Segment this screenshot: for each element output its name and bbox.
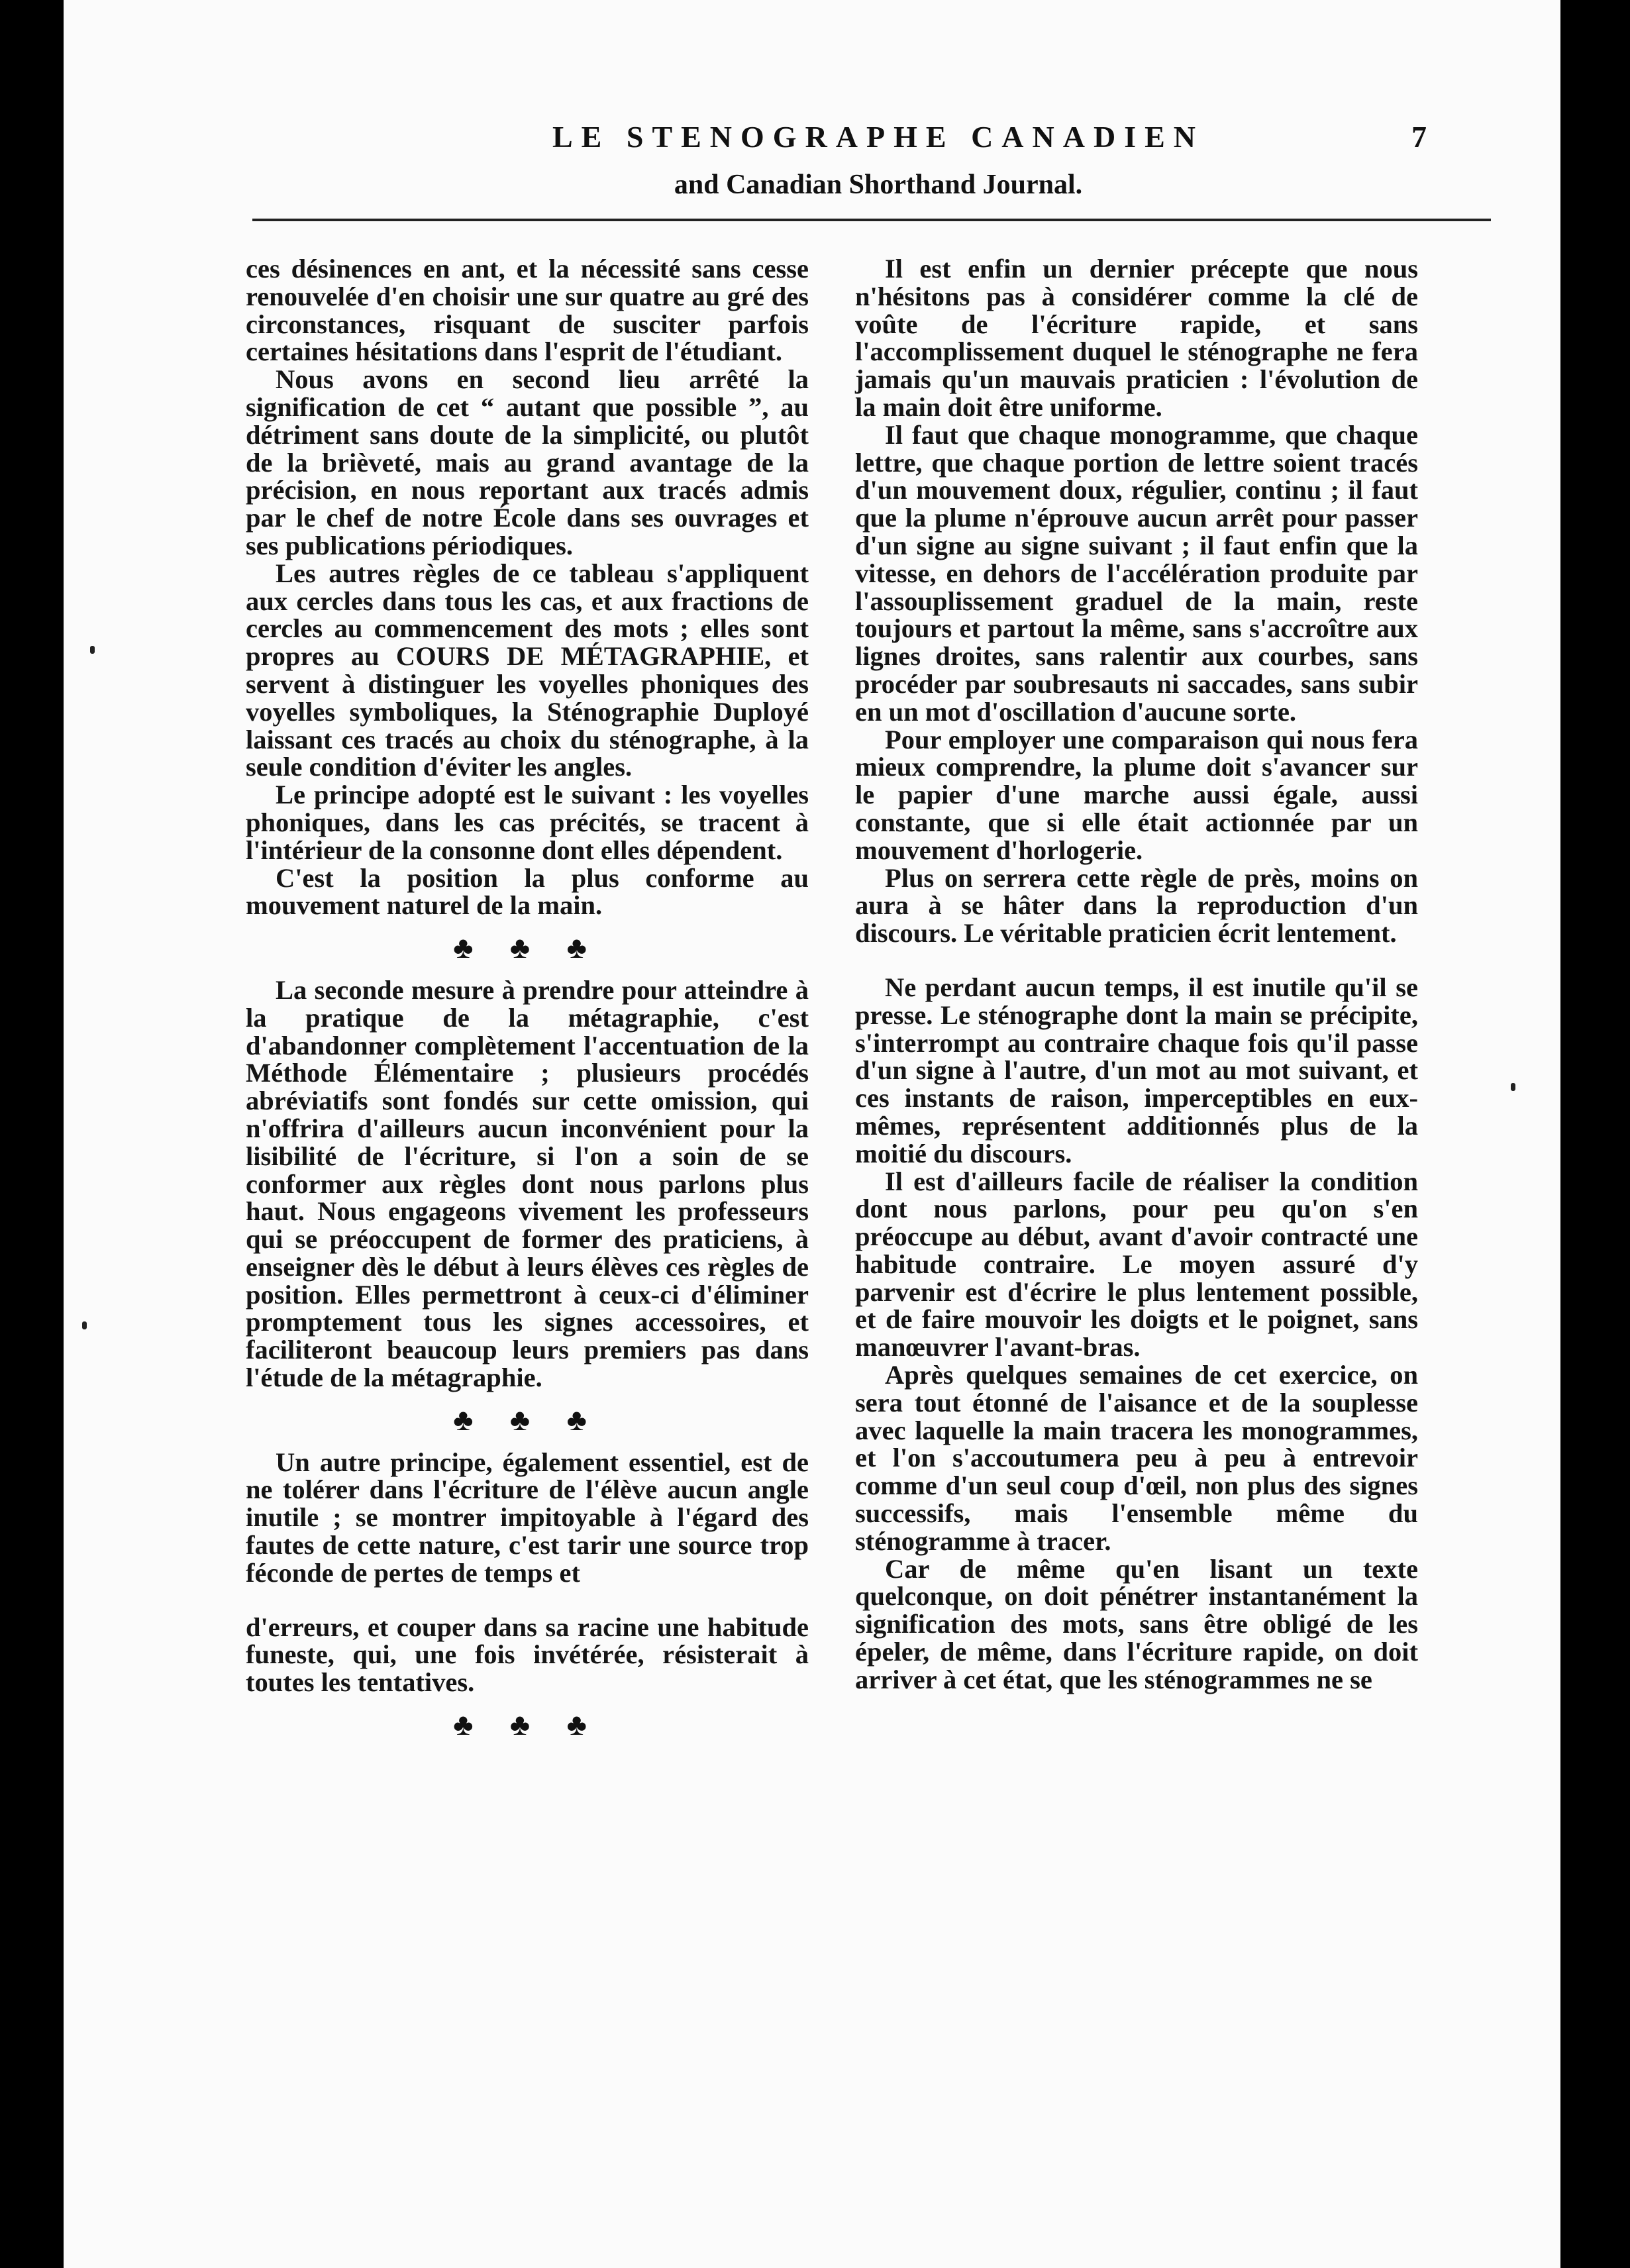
journal-subtitle: and Canadian Shorthand Journal. [674,170,1083,200]
paragraph: Un autre principe, également essentiel, est de ne tolérer dans l'écriture de l'élève aucun angle inutile ; se montrer impitoyable à l'égard des fautes de cette nature, c'est tarir une source trop féconde de pertes de temps et [246,1447,809,1588]
margin-mark [82,1321,87,1329]
paragraph: Car de même qu'en lisant un texte quelconque, on doit pénétrer instantanément la signification des mots, sans être obligé de les épeler, de même, dans l'écriture rapide, on doit arriver à cet état, que les sténogrammes ne se [855,1553,1418,1694]
paragraph: Ne perdant aucun temps, il est inutile qu'il se presse. Le sténographe dont la main se précipite, s'interrompt au contraire chaque fois qu'il passe d'un signe à l'autre, d'un mot au mot suivant, et ces instants de raison, imperceptibles en eux-mêmes, représentent additionnés plus de la moitié du discours. [855,972,1418,1168]
paragraph: Il est d'ailleurs facile de réaliser la condition dont nous parlons, pour peu qu'on s'en préoccupe au début, avant d'avoir contracté une habitude contraire. Le moyen assuré d'y parvenir est d'écrire le plus lentement possible, et de faire mouvoir les doigts et le poignet, sans manœuvrer l'avant-bras. [855,1166,1418,1363]
paragraph: ces désinences en ant, et la nécessité sans cesse renouvelée d'en choisir une sur quatre au gré des circonstances, risquant de susciter parfois certaines hésitations dans l'esprit de l'étudiant. [246,254,809,367]
section-ornament: ♣ ♣ ♣ [453,931,601,965]
paragraph: Le principe adopté est le suivant : les voyelles phoniques, dans les cas précités, se tracent à l'intérieur de la consonne dont elles dépendent. [246,780,809,865]
paragraph: Il faut que chaque monogramme, que chaque lettre, que chaque portion de lettre soient tracés d'un mouvement doux, régulier, continu ; il faut que la plume n'éprouve aucun arrêt pour passer d'un signe au signe suivant ; il faut enfin que la vitesse, en dehors de l'accélération produite par l'assouplissement graduel de la main, reste toujours et partout la même, sans s'accroître aux lignes droites, sans ralentir aux courbes, sans procéder par soubresauts ni saccades, sans subir en un mot d'oscillation d'aucune sorte. [855,419,1418,727]
paragraph: Il est enfin un dernier précepte que nous n'hésitons pas à considérer comme la clé de voûte de l'écriture rapide, et sans l'accomplissement duquel le sténographe ne fera jamais qu'un mauvais praticien : l'évolution de la main doit être uniforme. [855,254,1418,422]
paragraph: C'est la position la plus conforme au mouvement naturel de la main. [246,862,809,921]
header-rule [252,219,1491,221]
journal-title: LE STENOGRAPHE CANADIEN [552,120,1204,154]
document-page [64,0,1560,2268]
paragraph: d'erreurs, et couper dans sa racine une habitude funeste, qui, une fois invétérée, résisterait à toutes les tentatives. [246,1612,809,1698]
section-ornament: ♣ ♣ ♣ [453,1708,601,1742]
page-number: 7 [1411,120,1427,154]
margin-mark [90,646,95,654]
paragraph: Plus on serrera cette règle de près, moins on aura à se hâter dans la reproduction d'un discours. Le véritable praticien écrit lentement. [855,862,1418,949]
paragraph: Les autres règles de ce tableau s'appliquent aux cercles dans tous les cas, et aux fractions de cercles au commencement des mots ; elles sont propres au COURS DE MÉTAGRAPHIE, et servent à distinguer les voyelles phoniques des voyelles symboliques, la Sténographie Duployé laissant ces tracés au choix du sténographe, à la seule condition d'éviter les angles. [246,558,809,782]
paragraph: Nous avons en second lieu arrêté la signification de cet “ autant que possible ”, au détriment sans doute de la simplicité, ou plutôt de la brièveté, mais au grand avantage de la précision, en nous reportant aux tracés admis par le chef de notre École dans ses ouvrages et ses publications périodiques. [246,364,809,560]
paragraph: La seconde mesure à prendre pour atteindre à la pratique de la métagraphie, c'est d'abandonner complètement l'accentuation de la Méthode Élémentaire ; plusieurs procédés abréviatifs sont fondés sur cette omission, qui n'offrira d'ailleurs aucun inconvénient pour la lisibilité de l'écriture, si l'on a soin de se conformer aux règles dont nous parlons plus haut. Nous engageons vivement les professeurs qui se préoccupent de former des praticiens, à enseigner dès le début à leurs élèves ces règles de position. Elles permettront à ceux-ci d'éliminer promptement tous les signes accessoires, et faciliteront beaucoup leurs premiers pas dans l'étude de la métagraphie. [246,974,809,1393]
margin-mark [1511,1083,1515,1091]
section-ornament: ♣ ♣ ♣ [453,1402,601,1437]
right-column [855,255,1418,1694]
paragraph: Après quelques semaines de cet exercice, on sera tout étonné de l'aisance et de la souplesse avec laquelle la main tracera les monogrammes, et l'on s'accoutumera peu à peu à entrevoir comme d'un seul coup d'œil, non plus des signes successifs, mais l'ensemble même du sténogramme à tracer. [855,1360,1418,1556]
left-column [246,255,809,1753]
paragraph: Pour employer une comparaison qui nous fera mieux comprendre, la plume doit s'avancer sur le papier d'une marche aussi égale, aussi constante, que si elle était actionnée par un mouvement d'horlogerie. [855,724,1418,865]
